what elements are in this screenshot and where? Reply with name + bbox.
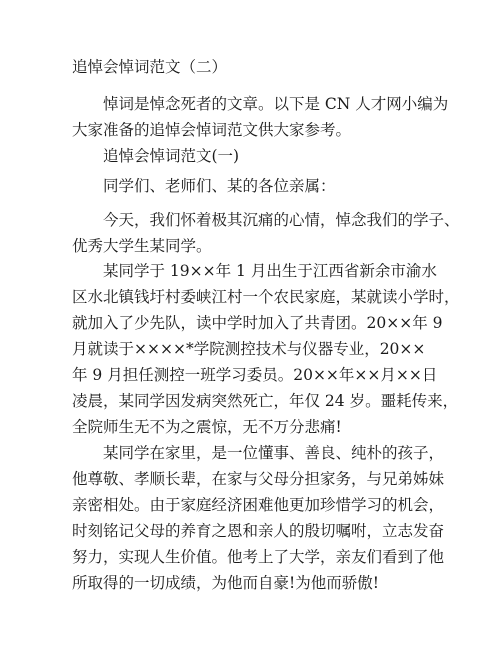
document-title: 追悼会悼词范文（二）	[72, 58, 228, 76]
text-line: 全院师生无不为之震惊，无不万分悲痛!	[72, 418, 342, 436]
text-line: 所取得的一切成绩，为他而自豪!为他而骄傲!	[72, 574, 379, 592]
text-line: 某同学在家里，是一位懂事、善良、纯朴的孩子，	[103, 444, 445, 462]
family-paragraph	[72, 440, 444, 596]
biography-paragraph	[72, 258, 460, 440]
text-line: 时刻铭记父母的养育之恩和亲人的殷切嘱咐，立志发奋	[72, 522, 445, 540]
text-line: 努力，实现人生价值。他考上了大学，亲友们看到了他	[72, 548, 445, 566]
opening-paragraph	[72, 207, 460, 259]
text-line: 优秀大学生某同学。	[72, 237, 212, 255]
text-line: 凌晨，某同学因发病突然死亡，年仅 24 岁。噩耗传来，	[72, 392, 459, 410]
section-subtitle	[72, 143, 239, 169]
text-line: 亲密相处。由于家庭经济困难他更加珍惜学习的机会，	[72, 496, 445, 514]
text-line: 悼词是悼念死者的文章。以下是 CN 人才网小编为	[103, 95, 449, 113]
text-line: 区水北镇钱圩村委峡江村一个农民家庭，某就读小学时，	[72, 288, 460, 306]
text-line: 就加入了少先队，读中学时加入了共青团。20××年 9	[72, 314, 443, 332]
greeting-paragraph	[72, 173, 336, 199]
text-line: 追悼会悼词范文(一)	[103, 147, 240, 165]
text-line: 月就读于××××*学院测控技术与仪器专业，20××	[72, 340, 426, 358]
text-line: 年 9 月担任测控一班学习委员。20××年××月××日	[72, 366, 438, 384]
text-line: 同学们、老师们、某的各位亲属：	[103, 177, 336, 195]
intro-paragraph	[72, 91, 448, 143]
text-line: 今天，我们怀着极其沉痛的心情，悼念我们的学子、	[103, 211, 460, 229]
text-line: 他尊敬、孝顺长辈，在家与父母分担家务，与兄弟姊妹	[72, 470, 445, 488]
text-line: 大家准备的追悼会悼词范文供大家参考。	[72, 121, 352, 139]
text-line: 某同学于 19××年 1 月出生于江西省新余市渝水	[103, 262, 437, 280]
